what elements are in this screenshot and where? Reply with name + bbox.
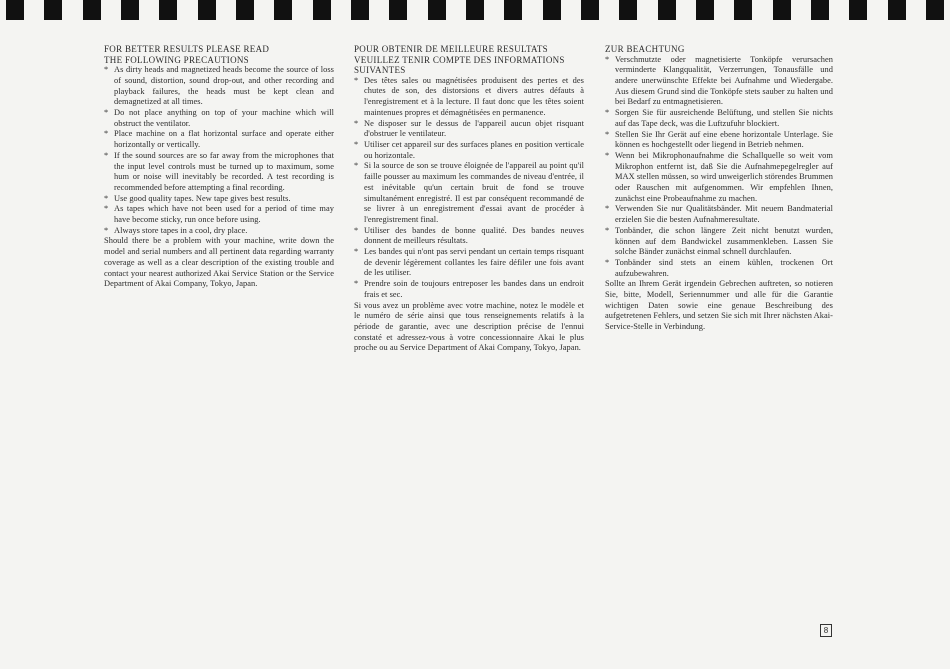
english-title-line2: THE FOLLOWING PRECAUTIONS [104,54,249,65]
binding-hole [428,0,446,20]
list-item: * Verwenden Sie nur Qualitätsbänder. Mit neuem Bandmaterial erzielen Sie die besten Aufnahmeresultate. [605,204,833,225]
french-precautions-list [354,76,584,301]
binding-hole [83,0,101,20]
binding-hole [658,0,676,20]
french-column [354,44,584,354]
list-item: * Tonbänder, die schon längere Zeit nicht benutzt wurden, können auf dem Bandwickel zusammenkleben. Lassen Sie solche Bänder zunächst einmal schnell durchlaufen. [605,226,833,258]
list-item: * Place machine on a flat horizontal surface and operate either horizontally or vertically. [104,129,334,150]
list-item: * Des têtes sales ou magnétisées produisent des pertes et des chutes de son, des distorsions et divers autres défauts à l'enregistrement et à la lecture. Il faut donc que les têtes soient maintenues propres et démagnétisées en permanence. [354,76,584,119]
binding-hole [121,0,139,20]
french-title-line2: VEUILLEZ TENIR COMPTE DES INFORMATIONS [354,54,565,65]
binding-hole [351,0,369,20]
binding-hole [44,0,62,20]
binding-hole [926,0,944,20]
french-title-line3: SUIVANTES [354,65,406,76]
list-item: * As dirty heads and magnetized heads become the source of loss of sound, distortion, sound drop-out, and other recording and playback failures, the heads must be kept clean and demagnetized at all times. [104,65,334,108]
binding-hole [773,0,791,20]
list-item: * Ne disposer sur le dessus de l'appareil aucun objet risquant d'obstruer le ventilateur. [354,119,584,140]
list-item: * Utiliser cet appareil sur des surfaces planes en position verticale ou horizontale. [354,140,584,161]
binding-hole [581,0,599,20]
list-item: * If the sound sources are so far away from the microphones that the input level controls must be turned up to maximum, some hum or noise will inevitably be recorded. A test recording is recommended before attempting a final recording. [104,151,334,194]
binding-hole [159,0,177,20]
list-item: * Stellen Sie Ihr Gerät auf eine ebene horizontale Unterlage. Sie können es hochgestellt oder liegend in Betrieb nehmen. [605,130,833,151]
german-service-note: Sollte an Ihrem Gerät irgendein Gebrechen auftreten, so notieren Sie, bitte, Modell, Seriennummer und alle für die Garantie wichtigen Daten sowie eine genaue Beschreibung des aufgetretenen Fehlers, und setzen Sie sich mit Ihrer nächsten Akai-Service-Stelle in Verbindung. [605,279,833,332]
list-item: * Wenn bei Mikrophonaufnahme die Schallquelle so weit vom Mikrophon entfernt ist, daß Sie die Aufnahmepegelregler auf MAX stellen müssen, so wird unweigerlich störendes Brummen oder Rauschen mit aufgenommen. Wir empfehlen Ihnen, zunächst eine Probeaufnahme zu machen. [605,151,833,205]
english-precautions-list [104,65,334,236]
binding-hole [504,0,522,20]
page-number: 8 [820,624,832,637]
list-item: * Sorgen Sie für ausreichende Belüftung, und stellen Sie nichts auf das Tape deck, was die Luftzufuhr blockiert. [605,108,833,129]
binding-hole [313,0,331,20]
english-title-line1: FOR BETTER RESULTS PLEASE READ [104,44,270,54]
list-item: * Use good quality tapes. New tape gives best results. [104,194,334,205]
german-precautions-list [605,55,833,280]
list-item: * Si la source de son se trouve éloignée de l'appareil au point qu'il faille pousser au maximum les commandes de niveau d'entrée, il est inévitable qu'un certain bruit de fond se trouve simultanément enregistré. Il est par conséquent recommandé de se livrer à un enregistrement d'essai avant de procéder à l'enregistrement final. [354,161,584,225]
list-item: * Prendre soin de toujours entreposer les bandes dans un endroit frais et sec. [354,279,584,300]
binding-hole [734,0,752,20]
german-column [605,44,833,333]
list-item: * Utiliser des bandes de bonne qualité. Des bandes neuves donnent de meilleurs résultats. [354,226,584,247]
english-service-note: Should there be a problem with your machine, write down the model and serial numbers and all pertinent data regarding warranty coverage as well as a clear description of the existing trouble and contact your nearest authorized Akai Service Station or the Service Department of Akai Company, Tokyo, Japan. [104,236,334,289]
list-item: * Les bandes qui n'ont pas servi pendant un certain temps risquant de devenir légèrement collantes les faire défiler une fois avant de les utiliser. [354,247,584,279]
binding-holes [0,0,950,22]
binding-hole [619,0,637,20]
binding-hole [466,0,484,20]
binding-hole [389,0,407,20]
binding-hole [198,0,216,20]
french-service-note: Si vous avez un problème avec votre machine, notez le modèle et le numéro de série ainsi que tous renseignements relatifs à la période de garantie, avec une description précise de l'ennui constaté et adressez-vous à votre concessionnaire Akai le plus proche ou au Service Department of Akai Company, Tokyo, Japan. [354,300,584,353]
list-item: * Always store tapes in a cool, dry place. [104,226,334,237]
binding-hole [849,0,867,20]
binding-hole [236,0,254,20]
binding-hole [6,0,24,20]
binding-hole [811,0,829,20]
list-item: * Do not place anything on top of your machine which will obstruct the ventilator. [104,108,334,129]
english-column [104,44,334,290]
german-title: ZUR BEACHTUNG [605,44,685,54]
binding-hole [696,0,714,20]
binding-hole [274,0,292,20]
list-item: * As tapes which have not been used for a period of time may have become sticky, run once before using. [104,204,334,225]
binding-hole [543,0,561,20]
list-item: * Verschmutzte oder magnetisierte Tonköpfe verursachen verminderte Klangqualität, Verzerrungen, Tonausfälle und andere unerwünschte Effekte bei Aufnahme und Wiedergabe. Aus diesem Grund sind die Tonköpfe stets sauber zu halten und bei Bedarf zu entmagnetisieren. [605,55,833,109]
list-item: * Tonbänder sind stets an einem kühlen, trockenen Ort aufzubewahren. [605,258,833,279]
binding-hole [888,0,906,20]
french-title-line1: POUR OBTENIR DE MEILLEURE RESULTATS [354,44,548,54]
